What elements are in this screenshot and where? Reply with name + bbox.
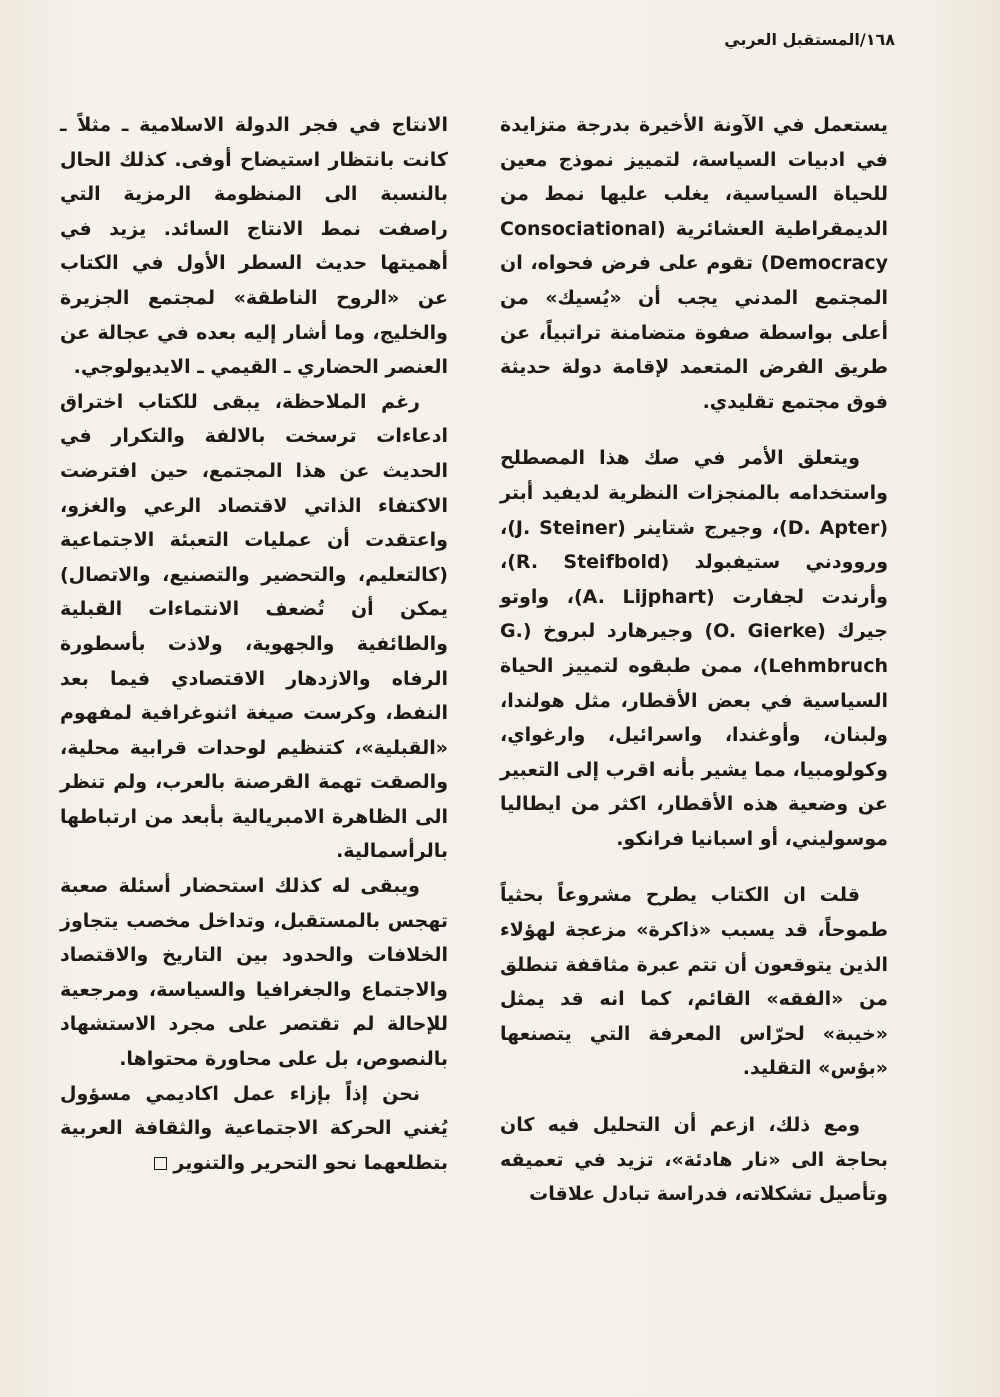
paragraph: رغم الملاحظة، يبقى للكتاب اختراق ادعاءات ترسخت بالالفة والتكرار في الحديث عن هذا المجتمع، حين افترضت الاكتفاء الذاتي لاقتصاد الرعي والغزو، واعتقدت أن عمليات التعبئة الاجتماعية (كالتعليم، والتحضير والتصنيع، والاتصال) يمكن أن تُضعف الانتماءات القبلية والطائفية والجهوية، ولاذت بأسطورة الرفاه والازدهار الاقتصادي فيما بعد النفط، وكرست صيغة اثنوغرافية لمفهوم «القبلية»، كتنظيم لوحدات قرابية محلية، والصقت تهمة القرصنة بالعرب، ولم تنظر الى الظاهرة الامبريالية بأبعد من ارتباطها بالرأسمالية. <box>60 390 448 863</box>
right-text-column <box>500 108 888 1212</box>
paragraph: ويتعلق الأمر في صك هذا المصطلح واستخدامه بالمنجزات النظرية لديفيد أبتر (D. Apter)، وجيرج شتاينر (J. Steiner)، وروودني ستيفبولد (R. Steifbold)، وأرندت لجفارت (A. Lijphart)، واوتو جيرك (O. Gierke) وجيرهارد لبروخ (G. Lehmbruch)، ممن طبقوه لتمييز الحياة السياسية في بعض الأقطار، مثل هولندا، ولبنان، وأوغندا، واسرائيل، وارغواي، وكولومبيا، مما يشير بأنه اقرب إلى التعبير عن وضعية هذه الأقطار، اكثر من ايطاليا موسوليني، أو اسبانيا فرانكو. <box>500 447 889 850</box>
paragraph: قلت ان الكتاب يطرح مشروعاً بحثياً طموحاً، قد يسبب «ذاكرة» مزعجة لهؤلاء الذين يتوقعون أن تتم عبرة مثاقفة تنطلق من «الفقه» القائم، كما انه قد يمثل «خيبة» لحرّاس المعرفة التي يتصنعها «بؤس» التقليد. <box>500 884 888 1080</box>
left-text-column <box>60 108 448 1180</box>
paragraph: الانتاج في فجر الدولة الاسلامية ـ مثلاً ـ كانت بانتظار استيضاح أوفى. كذلك الحال بالنسبة الى المنظومة الرمزية التي راصفت نمط الانتاج السائد. يزيد في أهميتها حديث السطر الأول في الكتاب عن «الروح الناطقة» لمجتمع الجزيرة والخليج، وما أشار إليه بعده في عجالة عن العنصر الحضاري ـ القيمي ـ الايديولوجي. <box>60 114 448 379</box>
paragraph: يستعمل في الآونة الأخيرة بدرجة متزايدة في ادبيات السياسة، لتمييز نموذج معين للحياة السياسية، يغلب عليها نمط من الديمقراطية العشائرية (Consociational Democracy) تقوم على فرض فحواه، ان المجتمع المدني يجب أن «يُسيك» من أعلى بواسطة صفوة متضامنة تراتبياً، عن طريق الفرض المتعمد لإقامة دولة حديثة فوق مجتمع تقليدي. <box>500 114 888 413</box>
closing-paragraph-text: نحن إذاً بإزاء عمل اكاديمي مسؤول يُغني الحركة الاجتماعية والثقافة العربية بتطلعهما نحو التحرير والتنوير <box>60 1082 448 1174</box>
paragraph: ويبقى له كذلك استحضار أسئلة صعبة تهجس بالمستقبل، وتداخل مخصب يتجاوز الخلافات والحدود بين التاريخ والاقتصاد والاجتماع والجغرافيا والسياسة، ومرجعية للإحالة لم تقتصر على مجرد الاستشهاد بالنصوص، بل على محاورة محتواها. <box>60 875 448 1071</box>
end-of-article-square-icon <box>154 1157 167 1170</box>
page-number-and-journal-title: ١٦٨/المستقبل العربي <box>724 30 895 49</box>
running-header <box>724 30 895 49</box>
paragraph: ومع ذلك، ازعم أن التحليل فيه كان بحاجة الى «نار هادئة»، تزيد في تعميقه وتأصيل تشكلاته، فدراسة تبادل علاقات <box>500 1114 888 1206</box>
closing-paragraph <box>60 1077 448 1181</box>
